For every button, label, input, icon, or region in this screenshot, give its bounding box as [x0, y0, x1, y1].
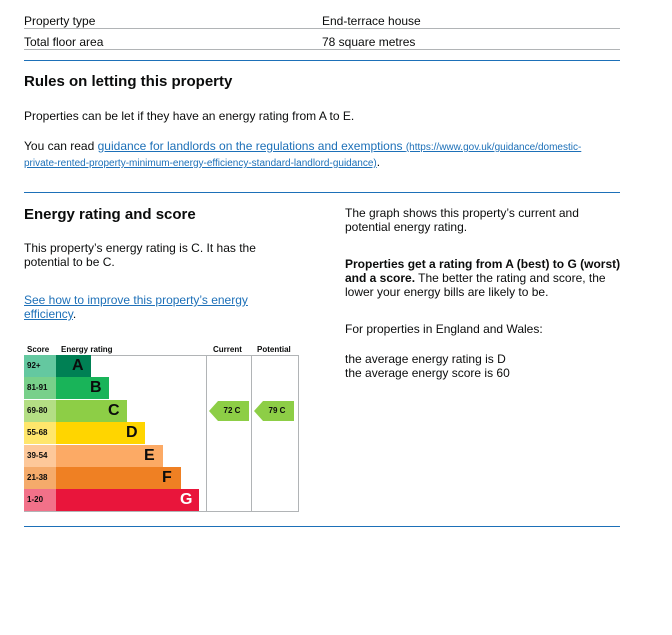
rating-band-e [24, 445, 163, 467]
band-letter: A [72, 357, 84, 374]
potential-rating-marker [254, 401, 294, 421]
band-letter: F [162, 469, 172, 486]
guidance-link[interactable]: guidance for landlords on the regulations and exemptions (https://www.gov.uk/guidance/domestic- private-rented-property-minimum-energy-efficiency-standard-landlord-guidance) [24, 139, 582, 169]
energy-rating-chart [24, 343, 300, 512]
graph-description: The graph shows this property’s current and potential energy rating. [345, 206, 579, 234]
section-divider [24, 192, 620, 193]
rating-band-c [24, 400, 127, 422]
band-letter: B [90, 379, 102, 397]
summary-value: End-terrace house [322, 14, 421, 28]
improve-efficiency-link[interactable]: See how to improve this property’s energy efficiency [24, 293, 248, 321]
chart-potential-divider [251, 355, 252, 512]
chart-header-current: Current [213, 345, 242, 354]
band-score-range: 21-38 [24, 467, 56, 489]
chart-right-border [298, 355, 299, 512]
summary-value: 78 square metres [322, 35, 416, 49]
section-divider [24, 526, 620, 527]
current-rating-marker [209, 401, 249, 421]
band-score-range: 69-80 [24, 400, 56, 422]
england-wales-text: For properties in England and Wales: [345, 322, 543, 336]
band-letter: C [108, 401, 120, 419]
chart-current-divider [206, 355, 207, 512]
rating-band-a [24, 355, 91, 377]
letting-text: Properties can be let if they have an energy rating from A to E. [24, 109, 355, 123]
band-score-range: 39-54 [24, 445, 56, 467]
summary-label: Property type [24, 14, 96, 28]
energy-intro: This property’s energy rating is C. It has the potential to be C. [24, 241, 256, 269]
band-bar [56, 489, 199, 511]
band-score-range: 81-91 [24, 377, 56, 399]
average-figures: the average energy rating is D the average energy score is 60 [345, 352, 510, 380]
letting-heading: Rules on letting this property [24, 73, 233, 90]
potential-marker-label: 79 C [268, 405, 286, 415]
band-score-range: 92+ [24, 355, 56, 377]
current-marker-label: 72 C [223, 405, 241, 415]
summary-row-property-type [24, 7, 620, 29]
chart-header-potential: Potential [257, 345, 291, 354]
letting-guidance: You can read guidance for landlords on the regulations and exemptions (https://www.gov.uk/guidance/domestic- private-rented-property-minimum-energy-efficiency-standard-landlord-guidance). [24, 139, 582, 169]
summary-row-floor-area [24, 28, 620, 50]
rating-band-b [24, 377, 109, 399]
energy-heading: Energy rating and score [24, 206, 196, 223]
chart-header-rating: Energy rating [61, 345, 113, 354]
rating-explanation: Properties get a rating from A (best) to G (worst) and a score. The better the rating and score, the lower your energy bills are likely to be. [345, 257, 621, 299]
improve-paragraph: See how to improve this property’s energy efficiency. [24, 293, 248, 321]
summary-label: Total floor area [24, 35, 104, 49]
band-letter: G [180, 491, 193, 509]
section-divider [24, 60, 620, 61]
chart-header-score: Score [27, 345, 50, 354]
rating-band-f [24, 467, 181, 489]
band-score-range: 1-20 [24, 489, 56, 511]
rating-band-d [24, 422, 145, 444]
band-letter: E [144, 446, 155, 464]
band-letter: D [126, 424, 138, 442]
rating-band-g [24, 489, 199, 511]
band-score-range: 55-68 [24, 422, 56, 444]
